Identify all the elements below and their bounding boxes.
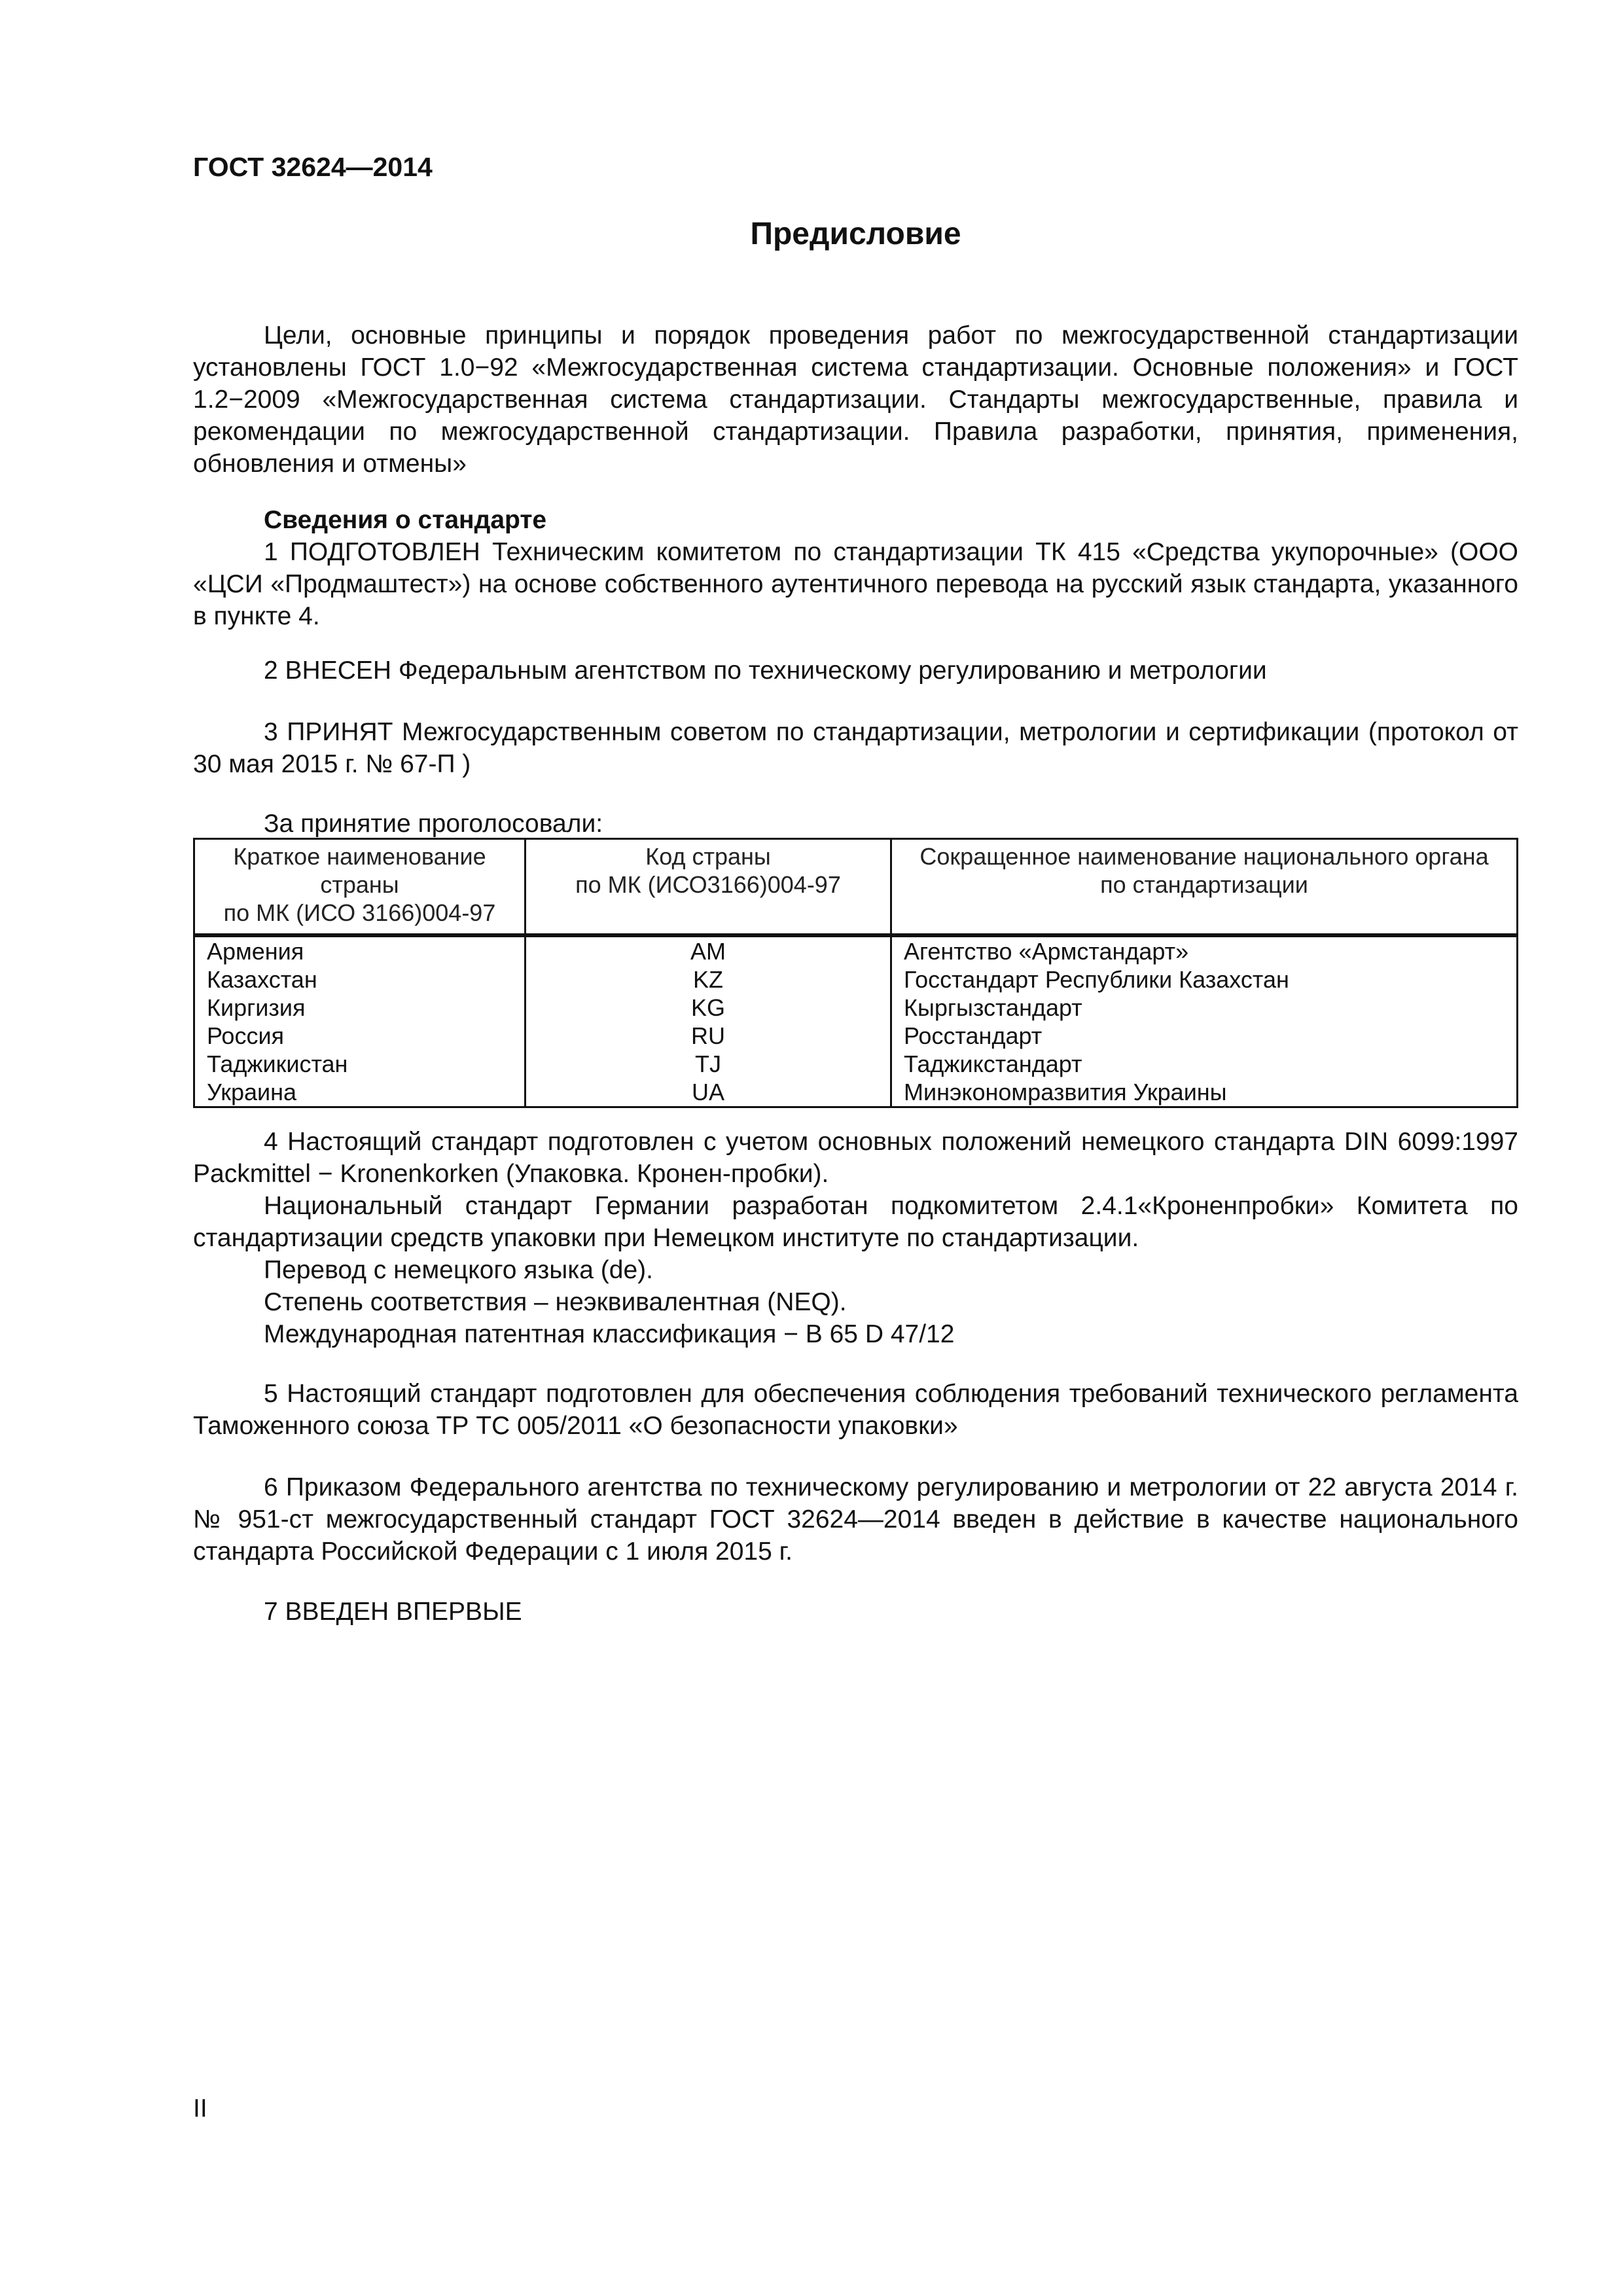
item-4-degree: Степень соответствия – неэквивалентная (NEQ). [264,1288,847,1316]
intro-paragraph: Цели, основные принципы и порядок проведения работ по межгосударственной стандартизации установлены ГОСТ 1.0−92 «Межгосударственная система стандартизации. Основные положения» и ГОСТ 1.2−2009 «Межгосударственная система стандартизации. Стандарты межгосударственные, правила и рекомендации по межгосударственной стандартизации. Правила разработки, принятия, применения, обновления и отмены» [193,321,1518,478]
national-body-cell: Таджикстандарт [891,1050,1518,1078]
national-body-cell: Кыргызстандарт [891,994,1518,1022]
item-2-paragraph: 2 ВНЕСЕН Федеральным агентством по техническому регулированию и метрологии [264,656,1267,685]
table-row [194,1050,1518,1078]
vote-caption: За принятие проголосовали: [264,810,603,838]
country-name-cell: Украина [194,1078,526,1107]
column-header-country-code: Код страны по МК (ИСО3166)004-97 [526,839,891,936]
table-row [194,1078,1518,1107]
country-name-cell: Казахстан [194,965,526,994]
table-header-row [194,839,1518,936]
voting-countries-table [193,838,1518,1108]
country-name-cell: Россия [194,1022,526,1050]
national-body-cell: Госстандарт Республики Казахстан [891,965,1518,994]
item-7-paragraph: 7 ВВЕДЕН ВПЕРВЫЕ [264,1598,522,1626]
country-code-cell: AM [526,935,891,965]
item-4-translation: Перевод с немецкого языка (de). [264,1256,653,1284]
document-code-header: ГОСТ 32624—2014 [193,152,433,182]
table-row [194,1022,1518,1050]
table-row [194,935,1518,965]
item-4-national-standard: Национальный стандарт Германии разработан подкомитетом 2.4.1«Кроненпробки» Комитета по стандартизации средств упаковки при Немецком институте по стандартизации. [193,1192,1518,1252]
country-name-cell: Киргизия [194,994,526,1022]
country-name-cell: Таджикистан [194,1050,526,1078]
national-body-cell: Минэкономразвития Украины [891,1078,1518,1107]
item-1-paragraph: 1 ПОДГОТОВЛЕН Техническим комитетом по стандартизации ТК 415 «Средства укупорочные» (ООО «ЦСИ «Продмаштест») на основе собственного аутентичного перевода на русский язык стандарта, указанного в пункте 4. [193,538,1518,630]
item-4-patent-class: Международная патентная классификация − B 65 D 47/12 [264,1320,955,1348]
country-code-cell: KG [526,994,891,1022]
country-code-cell: UA [526,1078,891,1107]
table-row [194,994,1518,1022]
page-title: Предисловие [750,217,961,251]
item-3-paragraph: 3 ПРИНЯТ Межгосударственным советом по стандартизации, метрологии и сертификации (протокол от 30 мая 2015 г. № 67-П ) [193,718,1518,778]
country-code-cell: RU [526,1022,891,1050]
item-6-paragraph: 6 Приказом Федерального агентства по техническому регулированию и метрологии от 22 августа 2014 г. № 951-ст межгосударственный стандарт ГОСТ 32624—2014 введен в действие в качестве национального стандарта Российской Федерации с 1 июля 2015 г. [193,1473,1518,1566]
item-4-paragraph: 4 Настоящий стандарт подготовлен с учетом основных положений немецкого стандарта DIN 6099:1997 Packmittel − Kronenkorken (Упаковка. Кронен-пробки). [193,1128,1518,1188]
country-name-cell: Армения [194,935,526,965]
column-header-national-body: Сокращенное наименование национального органа по стандартизации [891,839,1518,936]
national-body-cell: Агентство «Армстандарт» [891,935,1518,965]
column-header-country-name: Краткое наименование страны по МК (ИСО 3166)004-97 [194,839,526,936]
country-code-cell: KZ [526,965,891,994]
standard-info-heading: Сведения о стандарте [264,506,547,534]
page-number: II [193,2094,207,2123]
national-body-cell: Росстандарт [891,1022,1518,1050]
table-row [194,965,1518,994]
country-code-cell: TJ [526,1050,891,1078]
item-5-paragraph: 5 Настоящий стандарт подготовлен для обеспечения соблюдения требований технического регламента Таможенного союза ТР ТС 005/2011 «О безопасности упаковки» [193,1380,1518,1440]
